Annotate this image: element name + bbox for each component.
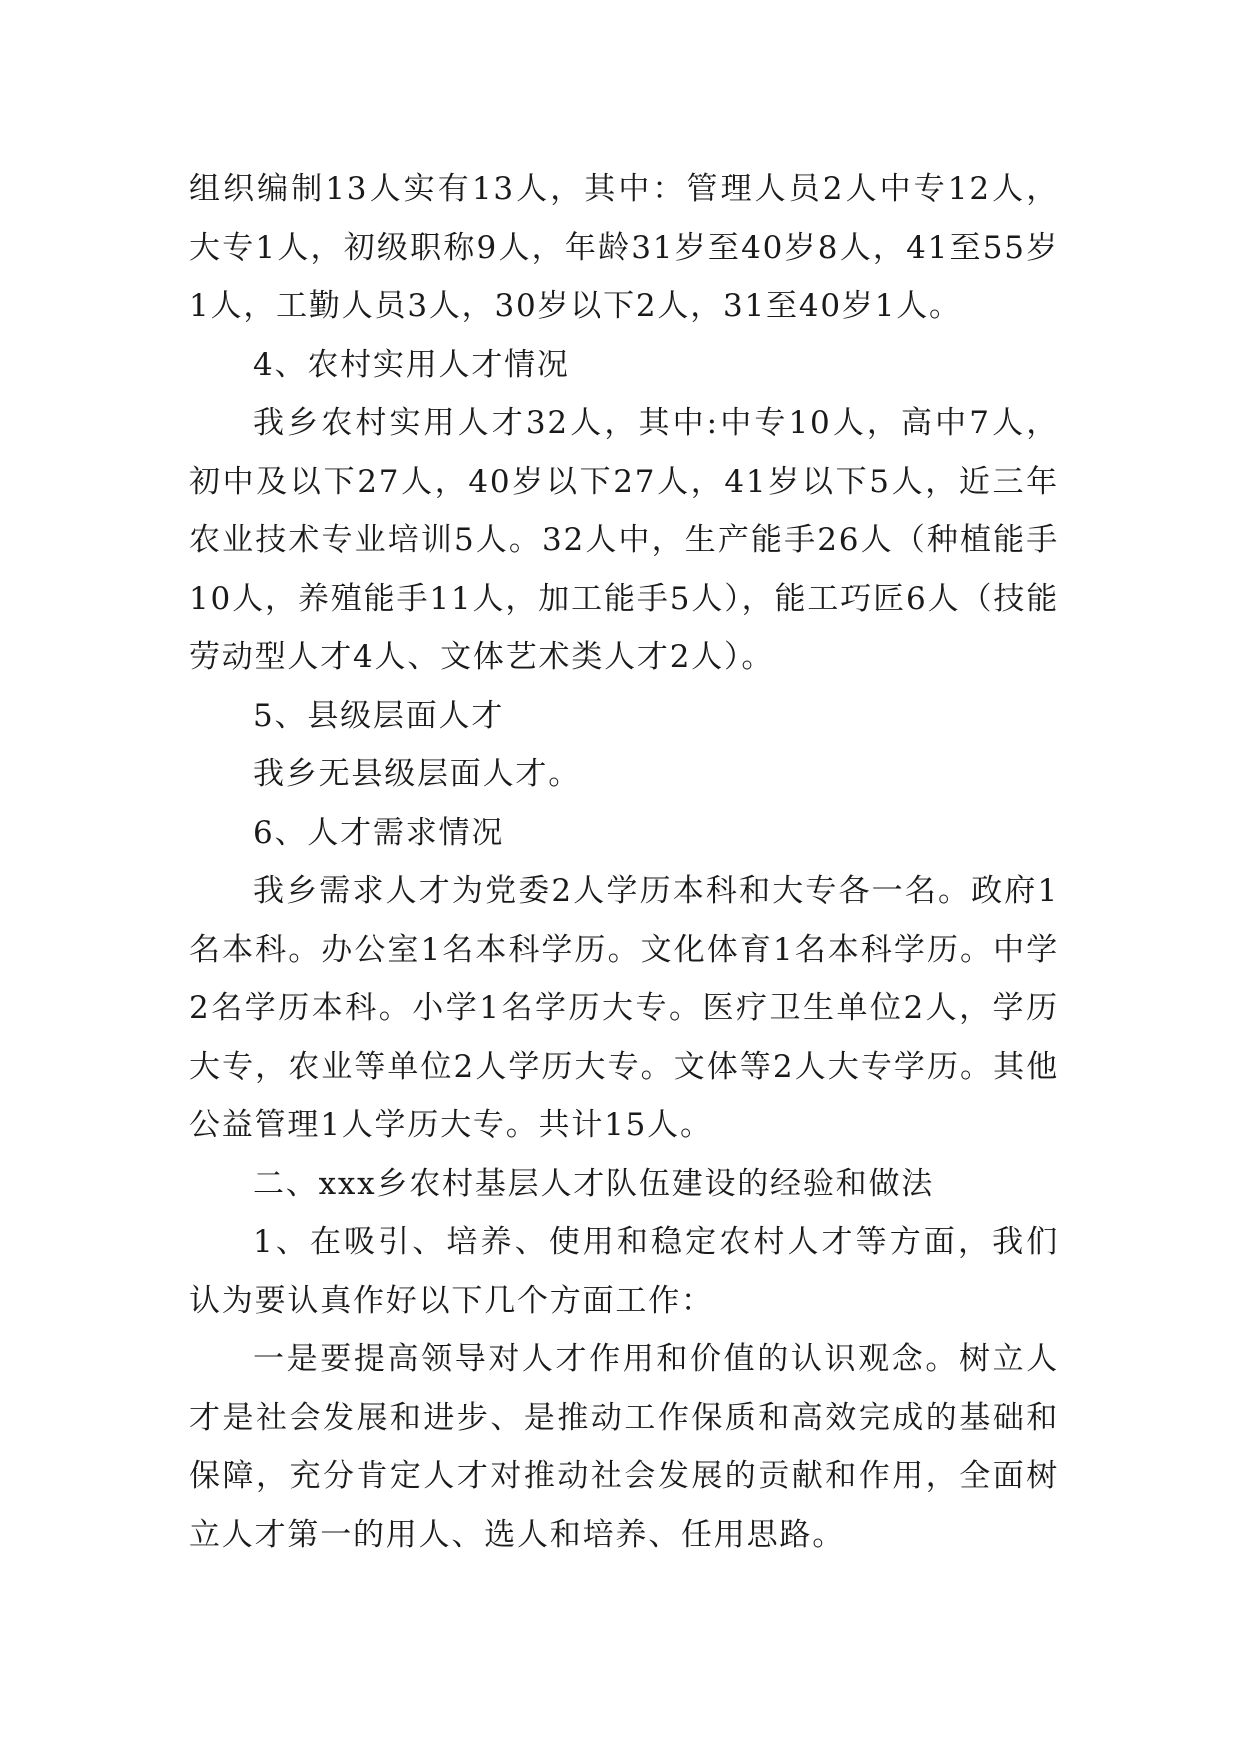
- paragraph-rural-practical-talent: 我乡农村实用人才32人，其中:中专10人，高中7人，初中及以下27人，40岁以下27人，41岁以下5人，近三年农业技术专业培训5人。32人中，生产能手26人（种植能手10人，养殖能手11人，加工能手5人），能工巧匠6人（技能劳动型人才4人、文体艺术类人才2人）。: [189, 405, 1059, 675]
- paragraph-county-level-talent: 我乡无县级层面人才。: [253, 756, 581, 792]
- heading-rural-practical-talent: 4、农村实用人才情况: [253, 346, 570, 383]
- heading-section-two: 二、xxx乡农村基层人才队伍建设的经验和做法: [253, 1165, 935, 1202]
- paragraph-attract-train-use: 1、在吸引、培养、使用和稳定农村人才等方面，我们认为要认真作好以下几个方面工作：: [189, 1224, 1059, 1319]
- heading-county-level-talent: 5、县级层面人才: [253, 697, 505, 734]
- document-page: [189, 160, 1059, 1564]
- paragraph-talent-demand: 我乡需求人才为党委2人学历本科和大专各一名。政府1名本科。办公室1名本科学历。文化体育1名本科学历。中学2名学历本科。小学1名学历大专。医疗卫生单位2人，学历大专，农业等单位2人学历大专。文体等2人大专学历。其他公益管理1人学历大专。共计15人。: [189, 873, 1059, 1143]
- paragraph-staff-composition: 组织编制13人实有13人，其中：管理人员2人中专12人，大专1人，初级职称9人，年龄31岁至40岁8人，41至55岁1人，工勤人员3人，30岁以下2人，31至40岁1人。: [189, 171, 1059, 324]
- paragraph-leadership-awareness: 一是要提高领导对人才作用和价值的认识观念。树立人才是社会发展和进步、是推动工作保质和高效完成的基础和保障，充分肯定人才对推动社会发展的贡献和作用，全面树立人才第一的用人、选人和培养、任用思路。: [189, 1341, 1059, 1553]
- heading-talent-demand: 6、人才需求情况: [253, 814, 505, 851]
